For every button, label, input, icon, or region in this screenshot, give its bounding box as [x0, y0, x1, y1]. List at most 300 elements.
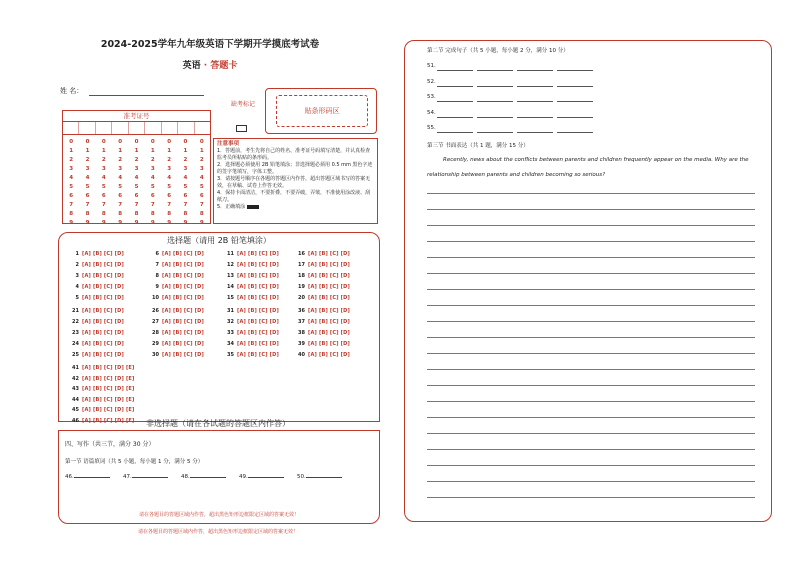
answer-options[interactable]: [A] [B] [C] [D] [82, 319, 125, 325]
digit-bubble[interactable]: 0 [150, 139, 155, 145]
essay-line[interactable] [427, 481, 755, 482]
answer-options[interactable]: [A] [B] [C] [D] [308, 308, 351, 314]
digit-bubble[interactable]: 9 [183, 220, 188, 226]
question-number: 9 [155, 284, 159, 290]
fill-blank[interactable] [123, 471, 168, 480]
choice-question[interactable] [224, 352, 279, 358]
essay-line[interactable] [427, 385, 755, 386]
digit-bubble[interactable]: 7 [85, 202, 90, 208]
answer-options[interactable]: [A] [B] [C] [D] [237, 341, 280, 347]
answer-line[interactable] [517, 117, 553, 118]
answer-line[interactable] [437, 117, 473, 118]
digit-bubble[interactable]: 7 [167, 202, 172, 208]
answer-options[interactable]: [A] [B] [C] [D] [237, 295, 280, 301]
digit-bubble[interactable]: 8 [134, 211, 139, 217]
question-number: 14 [227, 284, 234, 290]
essay-line[interactable] [427, 401, 755, 402]
essay-line[interactable] [427, 433, 755, 434]
digit-bubble[interactable]: 8 [167, 211, 172, 217]
choice-question[interactable] [224, 330, 279, 336]
question-number: 22 [72, 319, 79, 325]
digit-bubble[interactable]: 1 [183, 148, 188, 154]
name-field[interactable] [89, 87, 204, 96]
blank-number: 50. [297, 474, 306, 480]
answer-options[interactable]: [A] [B] [C] [D] [162, 284, 205, 290]
answer-options[interactable]: [A] [B] [C] [D] [308, 352, 351, 358]
question-number: 43 [72, 386, 79, 392]
essay-line[interactable] [427, 257, 755, 258]
prompt-line-2: relationship between parents and children becoming so serious? [427, 172, 606, 178]
digit-bubble[interactable]: 7 [199, 202, 204, 208]
right-answer-panel [404, 40, 772, 522]
question-number: 30 [152, 352, 159, 358]
question-number: 18 [298, 273, 305, 279]
question-number: 11 [227, 251, 234, 257]
digit-bubble[interactable]: 4 [150, 175, 155, 181]
choice-question[interactable] [295, 341, 350, 347]
admission-number-label: 准考证号 [63, 111, 210, 122]
answer-line[interactable] [517, 86, 553, 87]
essay-line[interactable] [427, 465, 755, 466]
answer-options[interactable]: [A] [B] [C] [D] [82, 284, 125, 290]
digit-bubble[interactable]: 6 [69, 193, 74, 199]
essay-line[interactable] [427, 193, 755, 194]
digit-bubble[interactable]: 9 [167, 220, 172, 226]
choice-question[interactable] [295, 251, 350, 257]
sentence-blank[interactable] [427, 94, 436, 100]
question-number: 3 [75, 273, 79, 279]
digit-bubble[interactable]: 5 [150, 184, 155, 190]
essay-line[interactable] [427, 449, 755, 450]
digit-bubble[interactable]: 2 [183, 157, 188, 163]
answer-options[interactable]: [A] [B] [C] [D] [162, 251, 205, 257]
answer-options[interactable]: [A] [B] [C] [D] [E] [82, 417, 135, 424]
answer-options[interactable]: [A] [B] [C] [D] [162, 319, 205, 325]
question-number: 36 [298, 308, 305, 314]
choice-question[interactable] [149, 308, 204, 314]
notes-item: 2．选择题必须使用 2B 铅笔填涂；非选择题必须用 0.5 mm 黑色字迹的签字笔填写，字体工整。 [217, 162, 373, 175]
answer-options[interactable]: [A] [B] [C] [D] [82, 251, 125, 257]
essay-line[interactable] [427, 305, 755, 306]
barcode-label: 贴条形码区 [276, 95, 368, 127]
question-number: 41 [72, 365, 79, 371]
answer-options[interactable]: [A] [B] [C] [D] [82, 352, 125, 358]
choice-question[interactable] [295, 262, 350, 268]
digit-bubble[interactable]: 6 [85, 193, 90, 199]
blank-number: 48. [181, 474, 190, 480]
digit-bubble[interactable]: 0 [167, 139, 172, 145]
digit-bubble[interactable]: 9 [150, 220, 155, 226]
question-number: 2 [75, 262, 79, 268]
digit-bubble[interactable]: 1 [150, 148, 155, 154]
digit-bubble[interactable]: 5 [69, 184, 74, 190]
absent-label: 缺考标记 [230, 101, 255, 108]
question-number: 20 [298, 295, 305, 301]
digit-bubble[interactable]: 2 [167, 157, 172, 163]
answer-line[interactable] [477, 117, 513, 118]
digit-bubble[interactable]: 8 [69, 211, 74, 217]
question-number: 26 [152, 308, 159, 314]
answer-options[interactable]: [A] [B] [C] [D] [237, 308, 280, 314]
digit-bubble[interactable]: 9 [118, 220, 123, 226]
digit-bubble[interactable]: 7 [150, 202, 155, 208]
choice-question[interactable] [149, 330, 204, 336]
answer-line[interactable] [437, 86, 473, 87]
choice-question[interactable] [69, 319, 124, 325]
answer-options[interactable]: [A] [B] [C] [D] [82, 295, 125, 301]
answer-options[interactable]: [A] [B] [C] [D] [237, 330, 280, 336]
choice-question[interactable] [224, 319, 279, 325]
digit-bubble[interactable]: 7 [69, 202, 74, 208]
question-number: 33 [227, 330, 234, 336]
digit-bubble[interactable]: 3 [150, 166, 155, 172]
digit-bubble[interactable]: 5 [101, 184, 106, 190]
digit-column [177, 138, 193, 228]
blank-number: 51. [427, 63, 436, 69]
choice-question[interactable] [149, 295, 204, 301]
warning-outer: 请在各题目的答题区域内作答，超出黑色矩形边框限定区域的答案无效！ [137, 529, 298, 535]
digit-bubble[interactable]: 1 [118, 148, 123, 154]
digit-bubble[interactable]: 3 [85, 166, 90, 172]
answer-line[interactable] [437, 70, 473, 71]
blank-number: 53. [427, 94, 436, 100]
warning-inner: 请在各题目的答题区域内作答，超出黑色矩形边框限定区域的答案无效！ [138, 512, 299, 518]
digit-bubble[interactable]: 9 [134, 220, 139, 226]
fill-blank[interactable] [181, 471, 226, 480]
digit-bubble[interactable]: 9 [199, 220, 204, 226]
digit-bubble[interactable]: 3 [167, 166, 172, 172]
sentence-blank[interactable] [427, 110, 436, 116]
page-title: 2024-2025学年九年级英语下学期开学摸底考试卷 [100, 39, 320, 50]
choice-question[interactable] [224, 262, 279, 268]
digit-bubble[interactable]: 9 [101, 220, 106, 226]
answer-line[interactable] [517, 70, 553, 71]
digit-bubble[interactable]: 4 [134, 175, 139, 181]
essay-line[interactable] [427, 241, 755, 242]
digit-bubble[interactable]: 1 [134, 148, 139, 154]
digit-bubble[interactable]: 8 [183, 211, 188, 217]
fill-blank[interactable] [65, 471, 110, 480]
digit-bubble[interactable]: 4 [167, 175, 172, 181]
digit-bubble[interactable]: 9 [85, 220, 90, 226]
choice-question[interactable] [295, 308, 350, 314]
digit-bubble[interactable]: 6 [183, 193, 188, 199]
choice-question[interactable] [224, 273, 279, 279]
digit-bubble[interactable]: 8 [101, 211, 106, 217]
digit-bubble[interactable]: 5 [199, 184, 204, 190]
choice-question[interactable] [69, 251, 124, 257]
question-number: 16 [298, 251, 305, 257]
digit-bubble[interactable]: 0 [134, 139, 139, 145]
question-number: 6 [155, 251, 159, 257]
sentence-blank[interactable] [427, 63, 436, 69]
answer-line[interactable] [557, 117, 593, 118]
sentence-blank[interactable] [427, 79, 436, 85]
answer-options[interactable]: [A] [B] [C] [D] [162, 330, 205, 336]
fill-blank[interactable] [297, 471, 342, 480]
question-number: 46 [72, 417, 79, 424]
digit-bubble[interactable]: 2 [85, 157, 90, 163]
answer-options[interactable]: [A] [B] [C] [D] [308, 251, 351, 257]
digit-bubble[interactable]: 6 [118, 193, 123, 199]
answer-options[interactable]: [A] [B] [C] [D] [162, 352, 205, 358]
question-number: 10 [152, 295, 159, 301]
answer-options[interactable]: [A] [B] [C] [D] [237, 251, 280, 257]
choice-question[interactable] [69, 330, 124, 336]
answer-options[interactable]: [A] [B] [C] [D] [82, 341, 125, 347]
answer-options[interactable]: [A] [B] [C] [D] [308, 273, 351, 279]
digit-bubble[interactable]: 6 [134, 193, 139, 199]
answer-line[interactable] [517, 101, 553, 102]
choice-question[interactable] [69, 397, 135, 403]
choice-question[interactable] [69, 273, 124, 279]
answer-options[interactable]: [A] [B] [C] [D] [162, 273, 205, 279]
essay-line[interactable] [427, 209, 755, 210]
digit-bubble[interactable]: 8 [150, 211, 155, 217]
answer-line[interactable] [517, 132, 553, 133]
answer-options[interactable]: [A] [B] [C] [D] [E] [82, 396, 135, 403]
digit-bubble[interactable]: 6 [199, 193, 204, 199]
subject-label: 英语 [182, 61, 201, 71]
answer-line[interactable] [437, 101, 473, 102]
answer-line[interactable] [477, 132, 513, 133]
digit-bubble[interactable]: 4 [101, 175, 106, 181]
essay-line[interactable] [427, 353, 755, 354]
question-number: 17 [298, 262, 305, 268]
digit-bubble[interactable]: 4 [118, 175, 123, 181]
question-number: 31 [227, 308, 234, 314]
choice-question[interactable] [224, 284, 279, 290]
digit-column [194, 138, 210, 228]
digit-bubble[interactable]: 0 [85, 139, 90, 145]
answer-options[interactable]: [A] [B] [C] [D] [237, 352, 280, 358]
digit-bubble[interactable]: 3 [69, 166, 74, 172]
choice-question[interactable] [149, 284, 204, 290]
digit-bubble[interactable]: 3 [183, 166, 188, 172]
choice-question[interactable] [295, 273, 350, 279]
essay-line[interactable] [427, 225, 755, 226]
choice-question[interactable] [224, 308, 279, 314]
choice-question[interactable] [224, 341, 279, 347]
digit-bubble[interactable]: 2 [150, 157, 155, 163]
digit-bubble[interactable]: 3 [134, 166, 139, 172]
question-number: 15 [227, 295, 234, 301]
answer-options[interactable]: [A] [B] [C] [D] [162, 262, 205, 268]
answer-options[interactable]: [A] [B] [C] [D] [82, 273, 125, 279]
answer-options[interactable]: [A] [B] [C] [D] [308, 341, 351, 347]
choice-question[interactable] [69, 284, 124, 290]
answer-line[interactable] [437, 132, 473, 133]
digit-bubble[interactable]: 6 [101, 193, 106, 199]
digit-bubble[interactable]: 0 [183, 139, 188, 145]
essay-line[interactable] [427, 497, 755, 498]
digit-bubble[interactable]: 6 [167, 193, 172, 199]
choice-question[interactable] [69, 308, 124, 314]
digit-bubble[interactable]: 4 [199, 175, 204, 181]
digit-bubble[interactable]: 1 [69, 148, 74, 154]
choice-question[interactable] [69, 386, 135, 392]
digit-bubble[interactable]: 0 [199, 139, 204, 145]
blank-number: 54. [427, 109, 436, 116]
question-number: 28 [152, 330, 159, 336]
section3-title: 第三节 书面表达（共 1 题，满分 15 分） [427, 143, 529, 149]
choice-question[interactable] [295, 352, 350, 358]
notes-filled-example [217, 204, 374, 211]
answer-options[interactable]: [A] [B] [C] [D] [308, 295, 351, 301]
digit-bubble[interactable]: 3 [199, 166, 204, 172]
digit-column [96, 138, 112, 228]
essay-line[interactable] [427, 369, 755, 370]
answer-line[interactable] [477, 101, 513, 102]
digit-bubble[interactable]: 2 [69, 157, 74, 163]
answer-options[interactable]: [A] [B] [C] [D] [308, 330, 351, 336]
blank-number: 46. [65, 474, 74, 480]
answer-line[interactable] [557, 86, 593, 87]
choice-question[interactable] [295, 319, 350, 325]
answer-options[interactable]: [A] [B] [C] [D] [308, 319, 351, 325]
answer-options[interactable]: [A] [B] [C] [D] [237, 273, 280, 279]
question-number: 24 [72, 341, 79, 347]
answer-line[interactable] [557, 101, 593, 102]
essay-line[interactable] [427, 337, 755, 338]
choice-question[interactable] [149, 352, 204, 358]
digit-bubble[interactable]: 0 [69, 139, 74, 145]
question-number: 1 [75, 251, 79, 257]
answer-options[interactable]: [A] [B] [C] [D] [162, 295, 205, 301]
choice-question[interactable] [149, 273, 204, 279]
answer-line[interactable] [477, 70, 513, 71]
answer-options[interactable]: [A] [B] [C] [D] [308, 262, 351, 268]
digit-bubble[interactable]: 9 [69, 220, 74, 226]
answer-options[interactable]: [A] [B] [C] [D] [237, 262, 280, 268]
digit-bubble[interactable]: 2 [199, 157, 204, 163]
answer-options[interactable]: [A] [B] [C] [D] [162, 308, 205, 314]
digit-bubble[interactable]: 4 [183, 175, 188, 181]
essay-line[interactable] [427, 273, 755, 274]
question-number: 40 [298, 352, 305, 358]
choice-question[interactable] [149, 262, 204, 268]
digit-bubble[interactable]: 7 [183, 202, 188, 208]
digit-bubble[interactable]: 3 [118, 166, 123, 172]
digit-bubble[interactable]: 2 [134, 157, 139, 163]
filled-label: 5．正确填涂 [217, 204, 246, 210]
choice-question[interactable] [224, 251, 279, 257]
answer-options[interactable]: [A] [B] [C] [D] [237, 319, 280, 325]
digit-bubble[interactable]: 5 [134, 184, 139, 190]
digit-bubble[interactable]: 7 [118, 202, 123, 208]
essay-line[interactable] [427, 417, 755, 418]
question-number: 19 [298, 284, 305, 290]
section1-title: 第一节 语篇填词（共 5 小题，每小题 1 分，满分 5 分） [65, 459, 204, 465]
choice-question[interactable] [69, 352, 124, 358]
blank-number: 52. [427, 78, 436, 85]
answer-options[interactable]: [A] [B] [C] [D] [E] [82, 375, 135, 382]
digit-bubble[interactable]: 5 [167, 184, 172, 190]
digit-bubble[interactable]: 5 [183, 184, 188, 190]
answer-options[interactable]: [A] [B] [C] [D] [E] [82, 365, 135, 371]
choice-question[interactable] [295, 330, 350, 336]
answer-options[interactable]: [A] [B] [C] [D] [E] [82, 386, 135, 392]
question-number: 4 [75, 284, 79, 290]
absent-checkbox[interactable] [236, 125, 247, 132]
answer-options[interactable]: [A] [B] [C] [D] [162, 341, 205, 347]
answer-options[interactable]: [A] [B] [C] [D] [E] [82, 407, 135, 413]
choice-question[interactable] [69, 262, 124, 268]
choice-question[interactable] [69, 295, 124, 301]
digit-column [161, 138, 177, 228]
question-number: 34 [227, 341, 234, 347]
digit-bubble[interactable]: 4 [69, 175, 74, 181]
essay-line[interactable] [427, 321, 755, 322]
choice-question[interactable] [149, 341, 204, 347]
fill-blank[interactable] [239, 471, 284, 480]
admission-number-grid [62, 110, 211, 224]
notes-item: 4．保持卡面清洁，不要折叠，不要弄破，弄皱，不准使用涂改液、刮纸刀。 [217, 190, 371, 203]
answer-options[interactable]: [A] [B] [C] [D] [82, 308, 125, 314]
filled-mark-icon [247, 205, 259, 209]
choice-question[interactable] [69, 365, 135, 371]
digit-bubble[interactable]: 4 [85, 175, 90, 181]
choice-question[interactable] [149, 251, 204, 257]
answer-options[interactable]: [A] [B] [C] [D] [82, 262, 125, 268]
question-number: 44 [72, 396, 79, 403]
digit-bubble[interactable]: 5 [118, 184, 123, 190]
digit-bubble[interactable]: 1 [85, 148, 90, 154]
digit-bubble[interactable]: 5 [85, 184, 90, 190]
sentence-blank[interactable] [427, 125, 436, 131]
admission-number-boxes[interactable] [63, 122, 210, 135]
choice-question[interactable] [295, 284, 350, 290]
digit-bubble[interactable]: 8 [199, 211, 204, 217]
essay-line[interactable] [427, 289, 755, 290]
choice-question[interactable] [295, 295, 350, 301]
answer-options[interactable]: [A] [B] [C] [D] [82, 330, 125, 336]
choice-question[interactable] [69, 341, 124, 347]
digit-bubble[interactable]: 0 [118, 139, 123, 145]
choice-question[interactable] [224, 295, 279, 301]
notes-item: 3．请按题号顺序在各题的答题区内作答，超出答题区域书写的答案无效，在草稿、试卷上作答无效。 [217, 176, 371, 189]
answer-line[interactable] [477, 86, 513, 87]
digit-bubble[interactable]: 6 [150, 193, 155, 199]
digit-bubble[interactable]: 7 [134, 202, 139, 208]
notes-item: 1．答题前，考生先将自己的姓名、准考证号码填写清楚，并认真检查监考员所粘贴的条形码。 [217, 148, 371, 161]
choice-question[interactable] [69, 407, 135, 413]
digit-bubble[interactable]: 1 [101, 148, 106, 154]
digit-bubble[interactable]: 1 [199, 148, 204, 154]
notes-title: 注意事项 [217, 141, 240, 147]
choice-question[interactable] [69, 376, 135, 382]
answer-options[interactable]: [A] [B] [C] [D] [237, 284, 280, 290]
digit-bubble[interactable]: 8 [118, 211, 123, 217]
barcode-area [265, 88, 377, 134]
question-number: 29 [152, 341, 159, 347]
question-number: 45 [72, 407, 79, 413]
digit-bubble[interactable]: 8 [85, 211, 90, 217]
digit-bubble[interactable]: 2 [118, 157, 123, 163]
digit-bubble[interactable]: 0 [101, 139, 106, 145]
digit-bubble[interactable]: 2 [101, 157, 106, 163]
answer-line[interactable] [557, 132, 593, 133]
choice-question[interactable] [149, 319, 204, 325]
digit-bubble[interactable]: 7 [101, 202, 106, 208]
digit-bubble[interactable]: 3 [101, 166, 106, 172]
question-number: 25 [72, 352, 79, 358]
digit-bubble[interactable]: 1 [167, 148, 172, 154]
question-number: 37 [298, 319, 305, 325]
answer-options[interactable]: [A] [B] [C] [D] [308, 284, 351, 290]
question-number: 39 [298, 341, 305, 347]
answer-line[interactable] [557, 70, 593, 71]
